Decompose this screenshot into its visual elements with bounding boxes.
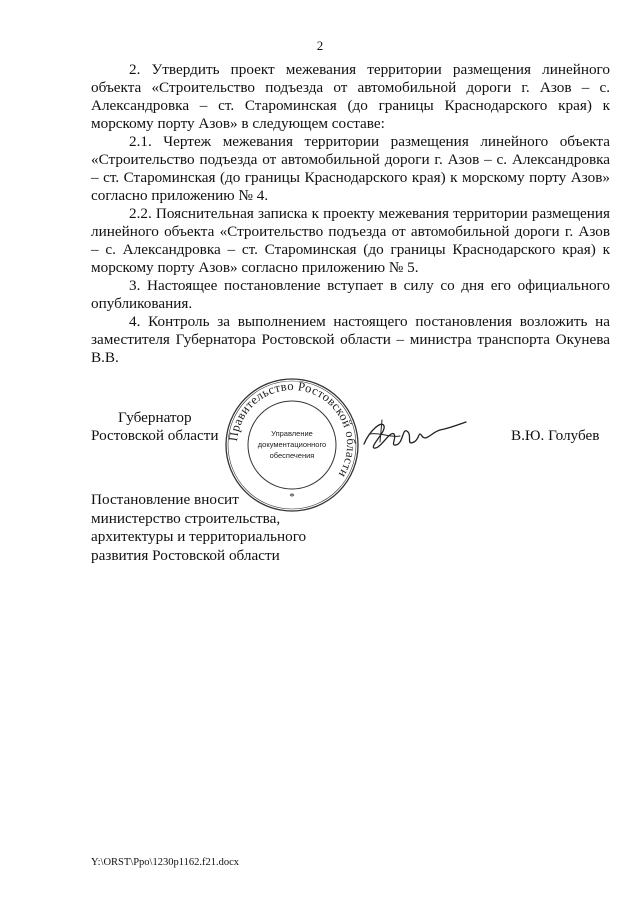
- stamp-inner-line2: документационного: [257, 440, 327, 449]
- paragraph-2: 2. Утвердить проект межевания территории размещения линейного объекта «Строительство подъезда от автомобильной дороги г. Азов – с. Александровка – ст. Староминская (до границы Краснодарского края) к морскому порту Азов» в следующем составе:: [91, 61, 610, 132]
- stamp-inner-line1: Управление: [271, 429, 313, 438]
- page-number: 2: [316, 38, 324, 53]
- submitted-by-block: [91, 491, 306, 565]
- signatory-title: [91, 409, 219, 445]
- footer-file-path: Y:\ORST\Ppo\1230p1162.f21.docx: [91, 857, 239, 868]
- submitted-by-line2: министерство строительства,: [91, 509, 281, 527]
- paragraph-4: 4. Контроль за выполнением настоящего постановления возложить на заместителя Губернатора Ростовской области – министра транспорта Окунева В.В.: [91, 313, 610, 366]
- signatory-title-line2: Ростовской области: [91, 427, 219, 444]
- signatory-title-line1: Губернатор: [118, 409, 192, 426]
- signatory-name: В.Ю. Голубев: [511, 427, 600, 444]
- stamp-inner-line3: обеспечения: [269, 451, 315, 460]
- paragraph-2-1: 2.1. Чертеж межевания территории размещения линейного объекта «Строительство подъезда от автомобильной дороги г. Азов – с. Александровка – ст. Староминская (до границы Краснодарского края) к морскому порту Азов» согласно приложению № 4.: [91, 133, 610, 204]
- submitted-by-line1: Постановление вносит: [91, 491, 239, 508]
- paragraph-2-2: 2.2. Пояснительная записка к проекту межевания территории размещения линейного объекта «Строительство подъезда от автомобильной дороги г. Азов – с. Александровка – ст. Староминская (до границы Краснодарского края) к морскому порту Азов» согласно приложению № 5.: [91, 205, 610, 276]
- resolution-body: [91, 61, 610, 367]
- submitted-by-line4: развития Ростовской области: [91, 546, 280, 564]
- stamp-outer-text: Правительство Ростовской области: [226, 378, 359, 481]
- handwritten-signature: [360, 412, 470, 458]
- paragraph-3: 3. Настоящее постановление вступает в силу со дня его официального опубликования.: [91, 277, 610, 312]
- stamp-star: *: [289, 491, 295, 503]
- submitted-by-line3: архитектуры и территориального: [91, 528, 307, 545]
